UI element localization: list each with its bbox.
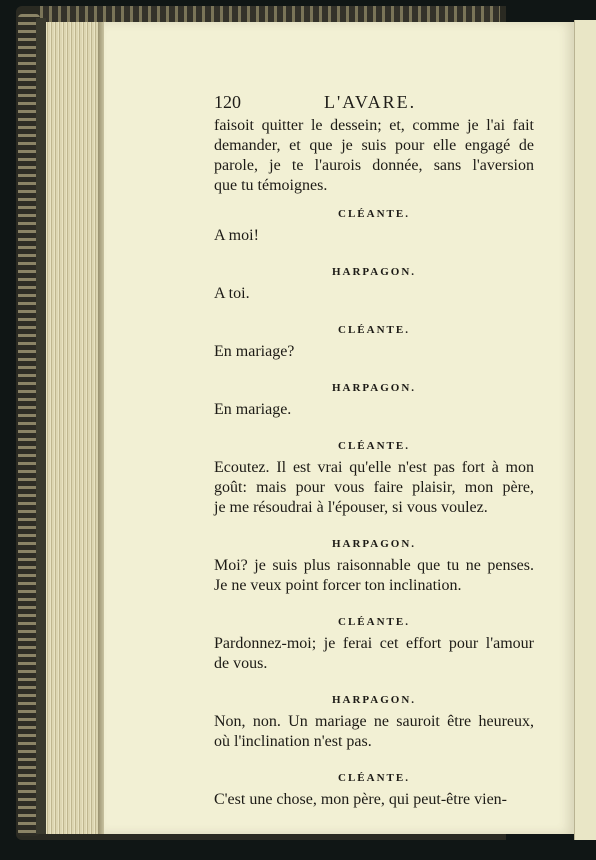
- text-line: goût: mais pour vous faire plaisir, mon père,: [214, 479, 534, 496]
- running-title: L'AVARE.: [324, 92, 417, 112]
- text-line: je me résoudrai à l'épouser, si vous voulez.: [214, 499, 488, 516]
- speaker-name: CLÉANTE.: [338, 208, 410, 220]
- text-line: faisoit quitter le dessein; et, comme je l'ai fait: [214, 117, 534, 134]
- text-line: parole, je te l'aurois donnée, sans l'aversion: [214, 157, 534, 174]
- text-line: de vous.: [214, 655, 268, 672]
- block-gap: [214, 420, 534, 428]
- block-gap: [214, 752, 534, 760]
- block-gap: [214, 362, 534, 370]
- page-number: 120: [214, 92, 241, 112]
- text-line: que tu témoignes.: [214, 177, 328, 194]
- running-head: [214, 92, 534, 116]
- speaker-name: HARPAGON.: [331, 382, 417, 394]
- speaker-name: CLÉANTE.: [338, 772, 410, 784]
- text-line: Ecoutez. Il est vrai qu'elle n'est pas fort à mon: [214, 459, 534, 476]
- speaker-name: CLÉANTE.: [338, 324, 410, 336]
- text-line: où l'inclination n'est pas.: [214, 733, 372, 750]
- facing-page-edge: [574, 20, 596, 840]
- speaker-name: HARPAGON.: [331, 694, 417, 706]
- speaker-name: HARPAGON.: [331, 266, 417, 278]
- text-line: Je ne veux point forcer ton inclination.: [214, 577, 462, 594]
- text-line: Pardonnez-moi; je ferai cet effort pour l'amour: [214, 635, 534, 652]
- text-line: En mariage.: [214, 401, 292, 418]
- page-block-edge: [46, 22, 104, 834]
- spine-strip: [36, 18, 46, 834]
- speaker-name: HARPAGON.: [331, 538, 417, 550]
- block-gap: [214, 596, 534, 604]
- text-line: demander, et que je suis pour elle engagé de: [214, 137, 534, 154]
- speaker-name: CLÉANTE.: [338, 616, 410, 628]
- text-line: Non, non. Un mariage ne sauroit être heureux,: [214, 713, 534, 730]
- text-line: Moi? je suis plus raisonnable que tu ne penses.: [214, 557, 534, 574]
- text-line: A toi.: [214, 285, 250, 302]
- block-gap: [214, 518, 534, 526]
- text-line: En mariage?: [214, 343, 295, 360]
- block-gap: [214, 674, 534, 682]
- play-text: [214, 116, 534, 810]
- speaker-name: CLÉANTE.: [338, 440, 410, 452]
- block-gap: [214, 304, 534, 312]
- text-line: A moi!: [214, 227, 259, 244]
- cover-top-edge: [40, 6, 500, 22]
- text-line: C'est une chose, mon père, qui peut-être vien-: [214, 791, 508, 808]
- block-gap: [214, 246, 534, 254]
